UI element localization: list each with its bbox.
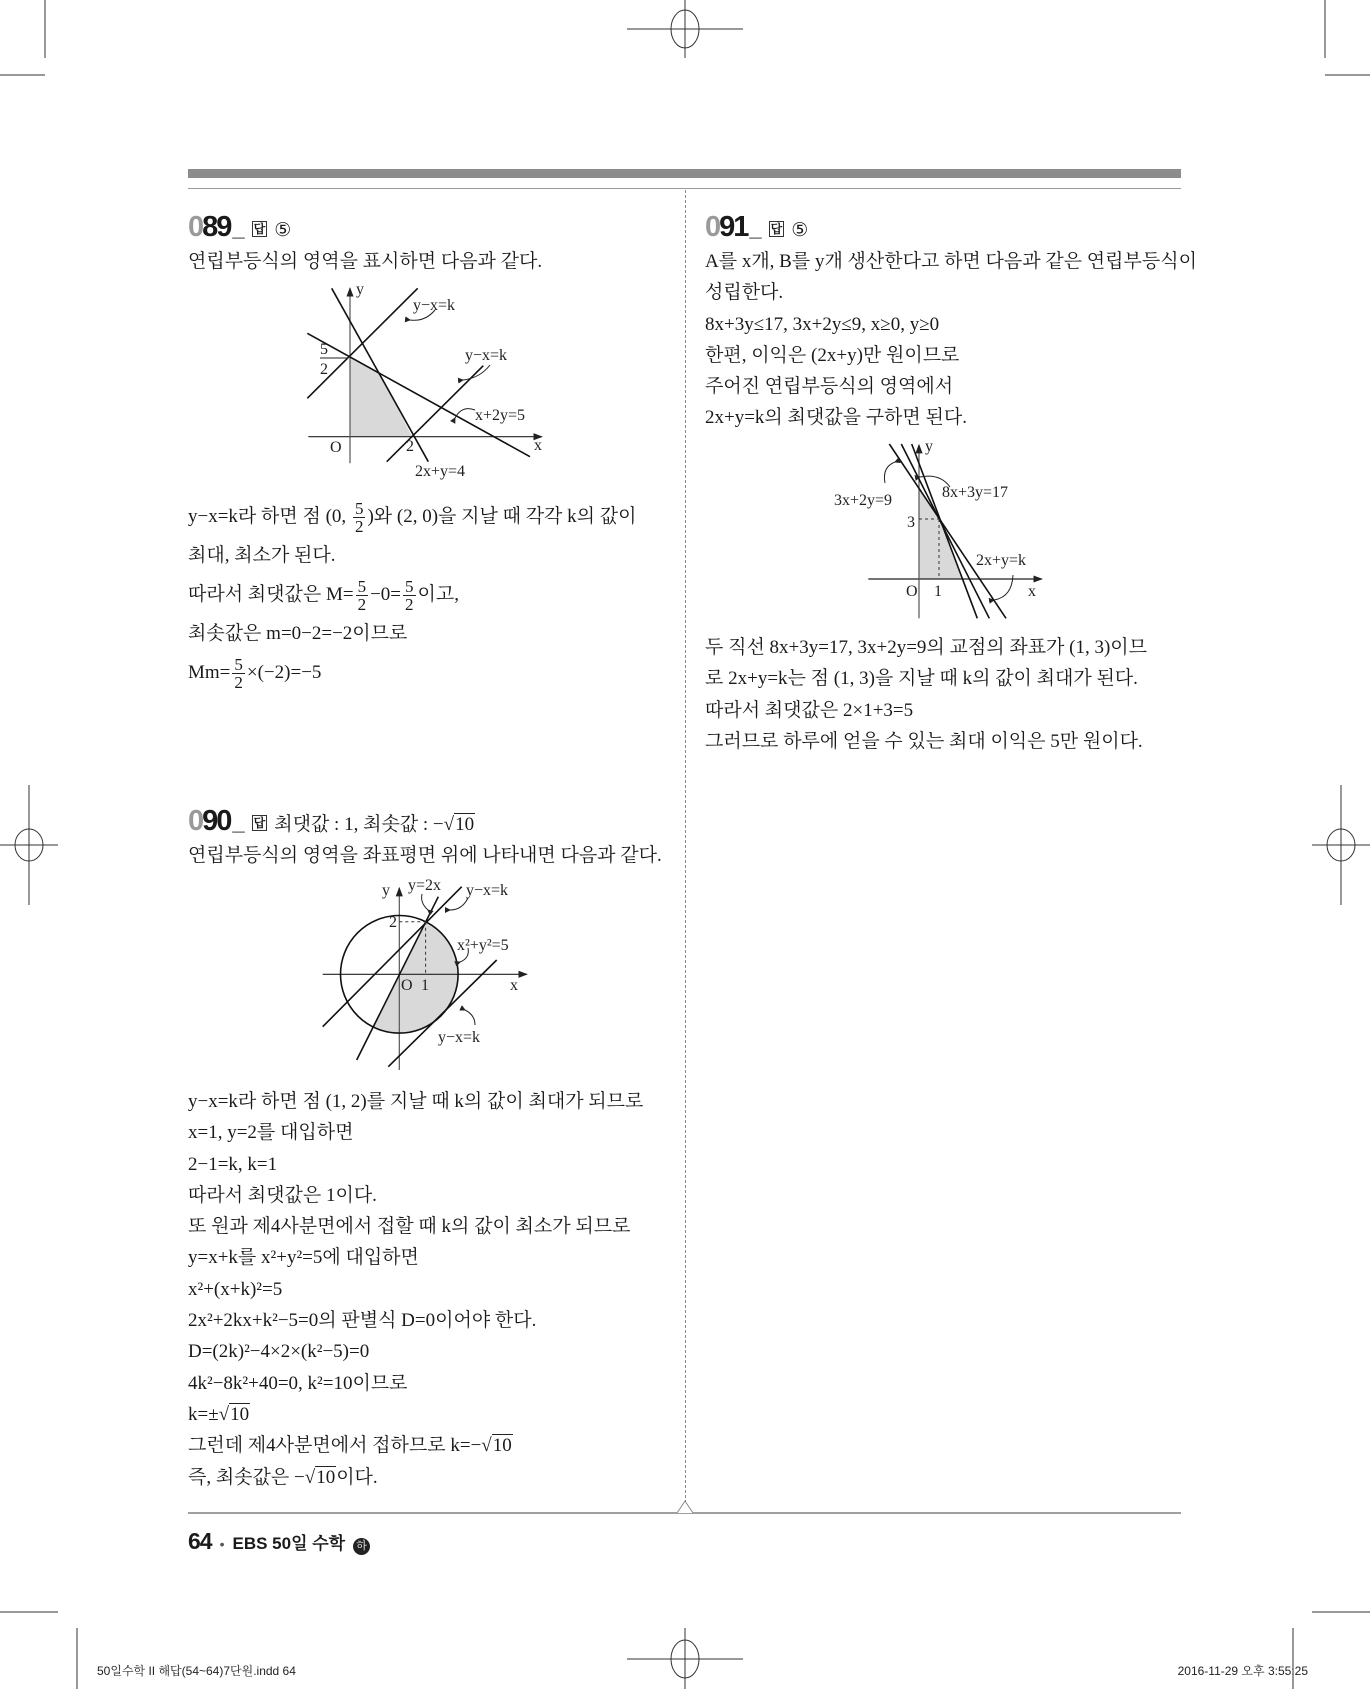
x-axis-label: x (1028, 583, 1036, 600)
y-axis-label: y (925, 438, 933, 455)
problem-number (705, 211, 747, 244)
intro-text: 연립부등식의 영역을 표시하면 다음과 같다. (188, 251, 543, 272)
y-axis-label: y (356, 281, 364, 298)
numerator: 5 (405, 577, 414, 597)
separator: _ (232, 216, 245, 241)
fraction (353, 500, 366, 535)
text-segment: ×(−2)=−5 (246, 662, 322, 683)
number-main: 91 (719, 211, 748, 243)
number-prefix: 0 (188, 211, 203, 243)
label-y-x-k-upper: y−x=k (466, 882, 509, 899)
solution-line (188, 1117, 643, 1148)
solution-line (188, 1336, 643, 1367)
solution-line (705, 371, 1197, 402)
solution-line (188, 497, 636, 536)
problem-090-heading (188, 805, 475, 835)
text-segment: y=x+k를 x²+y²=5에 대입하면 (188, 1247, 419, 1269)
y-tick-label: 3 (907, 514, 915, 531)
solution-line (705, 695, 1147, 726)
radicand: 10 (230, 1403, 250, 1425)
top-rule (188, 169, 1181, 178)
x-axis-label: x (534, 437, 542, 454)
text-segment: 4k²−8k²+40=0, k²=10이므로 (188, 1372, 408, 1394)
solution-line (188, 1274, 643, 1305)
text-segment: A를 x개, B를 y개 생산한다고 하면 다음과 같은 연립부등식이 (705, 251, 1197, 272)
label-2x-y-k: 2x+y=k (976, 552, 1027, 569)
solution-line (705, 309, 1197, 340)
solution-line (705, 632, 1147, 663)
solution-line (188, 1399, 643, 1430)
number-prefix: 0 (188, 805, 203, 837)
solution-line (188, 575, 636, 614)
text-segment: x²+(x+k)²=5 (188, 1278, 283, 1300)
text-segment: y−x=k라 하면 점 (0, (188, 506, 351, 527)
y-tick-denominator: 2 (320, 361, 328, 378)
text-segment: 이고, (417, 584, 459, 605)
problem-091-setup (705, 246, 1197, 434)
denominator: 2 (234, 673, 243, 693)
feasible-region (919, 489, 962, 579)
solution-line (188, 1462, 643, 1493)
solution-line (188, 614, 636, 653)
book-title: EBS 50일 수학 (232, 1534, 346, 1553)
divider-caret (677, 1500, 693, 1514)
text-segment: 따라서 최댓값은 1이다. (188, 1184, 377, 1206)
label-2x-y-4: 2x+y=4 (415, 463, 466, 480)
denominator: 2 (357, 595, 367, 615)
x-tick-label: 2 (406, 438, 414, 455)
numerator: 5 (234, 655, 243, 675)
graph-090 (310, 870, 550, 1075)
volume-badge: 하 (353, 1538, 370, 1555)
solution-line (188, 1211, 643, 1242)
text-segment: 2x²+2kx+k²−5=0의 판별식 D=0이어야 한다. (188, 1310, 537, 1332)
text-segment: 8x+3y≤17, 3x+2y≤9, x≥0, y≥0 (705, 313, 940, 335)
problem-090-intro (188, 840, 662, 871)
answer-badge: 답 (253, 816, 266, 830)
text-segment: D=(2k)²−4×2×(k²−5)=0 (188, 1341, 370, 1363)
solution-line (188, 1149, 643, 1180)
problem-089-intro (188, 246, 542, 277)
problem-number (188, 211, 230, 244)
y-tick-numerator: 5 (320, 341, 328, 358)
answer-text: 최댓값 : 1, 최솟값 : − (274, 814, 444, 835)
text-segment: Mm= (188, 662, 231, 683)
number-main: 90 (202, 805, 231, 837)
origin-label: O (401, 977, 413, 994)
problem-090-solution (188, 1086, 643, 1493)
text-segment: 한편, 이익은 (2x+y)만 원이므로 (705, 344, 960, 366)
solution-line (188, 1368, 643, 1399)
text-segment: 최대, 최소가 된다. (188, 545, 336, 566)
problem-089-heading (188, 211, 291, 241)
answer-badge: 답 (770, 222, 783, 236)
text-segment: 이다. (336, 1466, 378, 1488)
answer-sqrt: √10 (443, 814, 475, 835)
answer-value: ⑤ (274, 220, 292, 241)
solution-line (188, 1180, 643, 1211)
footer-bullet: • (219, 1536, 225, 1552)
text-segment: 로 2x+y=k는 점 (1, 3)을 지날 때 k의 값이 최대가 된다. (705, 668, 1138, 690)
solution-line (705, 663, 1147, 694)
number-prefix: 0 (705, 211, 720, 243)
x-tick-label: 1 (421, 977, 429, 994)
square-root: √10 (481, 1435, 512, 1457)
problem-091-heading (705, 211, 808, 241)
text-segment: x=1, y=2를 대입하면 (188, 1122, 354, 1144)
solution-line (188, 536, 636, 575)
text-segment: 2−1=k, k=1 (188, 1153, 278, 1175)
text-segment: 즉, 최솟값은 − (188, 1466, 305, 1488)
solution-line (188, 1242, 643, 1273)
label-y-x-k-lower: y−x=k (438, 1029, 481, 1046)
label-y-x-k-upper: y−x=k (413, 297, 456, 314)
page-number: 64 (188, 1528, 212, 1554)
solution-line (705, 726, 1147, 757)
separator: _ (232, 810, 245, 835)
text-segment: 또 원과 제4사분면에서 접할 때 k의 값이 최소가 되므로 (188, 1216, 631, 1238)
solution-line (705, 277, 1197, 308)
separator: _ (749, 216, 762, 241)
text-segment: )와 (2, 0)을 지날 때 각각 k의 값이 (367, 506, 637, 527)
slug-filename: 50일수학 II 해답(54~64)7단원.indd 64 (97, 1664, 296, 1678)
label-x-2y-5: x+2y=5 (475, 407, 526, 424)
solution-line (188, 1086, 643, 1117)
label-circle: x²+y²=5 (457, 937, 509, 954)
feasible-region (350, 358, 412, 437)
text-segment: y−x=k라 하면 점 (1, 2)를 지날 때 k의 값이 최대가 되므로 (188, 1091, 644, 1112)
solution-line (188, 1305, 643, 1336)
origin-label: O (330, 439, 342, 456)
text-segment: 따라서 최댓값은 2×1+3=5 (705, 699, 914, 721)
problem-089-solution (188, 497, 636, 692)
text-segment: 그러므로 하루에 얻을 수 있는 최대 이익은 5만 원이다. (705, 730, 1143, 752)
y-axis-label: y (382, 882, 390, 899)
fraction (403, 578, 416, 613)
text-segment: 그런데 제4사분면에서 접하므로 k=− (188, 1435, 482, 1457)
solution-line (705, 340, 1197, 371)
numerator: 5 (357, 577, 367, 597)
label-3x-2y-9: 3x+2y=9 (834, 492, 893, 509)
radicand: 10 (455, 814, 475, 835)
top-thin-rule (188, 188, 1181, 189)
column-divider (685, 190, 686, 1508)
graph-091 (830, 435, 1060, 625)
answer-value (274, 809, 475, 836)
x-axis-label: x (510, 977, 518, 994)
y-tick-label: 2 (389, 914, 397, 931)
text-segment: 두 직선 8x+3y=17, 3x+2y=9의 교점의 좌표가 (1, 3)이므 (705, 637, 1148, 658)
text-segment: k=± (188, 1403, 219, 1425)
intro-text: 연립부등식의 영역을 좌표평면 위에 나타내면 다음과 같다. (188, 845, 662, 866)
x-tick-label: 1 (934, 583, 942, 600)
text-segment: 최솟값은 m=0−2=−2이므로 (188, 623, 408, 644)
slug-timestamp: 2016-11-29 오후 3:55:25 (1177, 1664, 1308, 1678)
solution-line (188, 653, 636, 692)
square-root: √10 (218, 1403, 250, 1425)
radicand: 10 (492, 1435, 512, 1457)
text-segment: 2x+y=k의 최댓값을 구하면 된다. (705, 407, 967, 429)
page-footer (188, 1528, 370, 1555)
text-segment: 따라서 최댓값은 M= (188, 584, 354, 605)
answer-value: ⑤ (791, 220, 809, 241)
problem-number (188, 805, 230, 838)
text-segment: 성립한다. (705, 282, 784, 304)
denominator: 2 (354, 517, 364, 537)
label-y-2x: y=2x (408, 877, 442, 894)
text-segment: −0= (370, 584, 402, 605)
origin-label: O (906, 583, 918, 600)
fraction (356, 578, 369, 613)
number-main: 89 (202, 211, 231, 243)
radicand: 10 (316, 1466, 336, 1488)
solution-line (188, 1430, 643, 1461)
square-root: √10 (304, 1466, 336, 1488)
numerator: 5 (354, 499, 364, 519)
label-y-x-k-lower: y−x=k (465, 347, 508, 364)
denominator: 2 (405, 595, 414, 615)
solution-line (705, 402, 1197, 433)
label-8x-3y-17: 8x+3y=17 (942, 484, 1009, 501)
fraction (232, 656, 245, 691)
text-segment: 주어진 연립부등식의 영역에서 (705, 376, 954, 398)
problem-091-solution (705, 632, 1147, 757)
solution-line (705, 246, 1197, 277)
answer-badge: 답 (253, 222, 266, 236)
graph-089 (300, 280, 560, 490)
